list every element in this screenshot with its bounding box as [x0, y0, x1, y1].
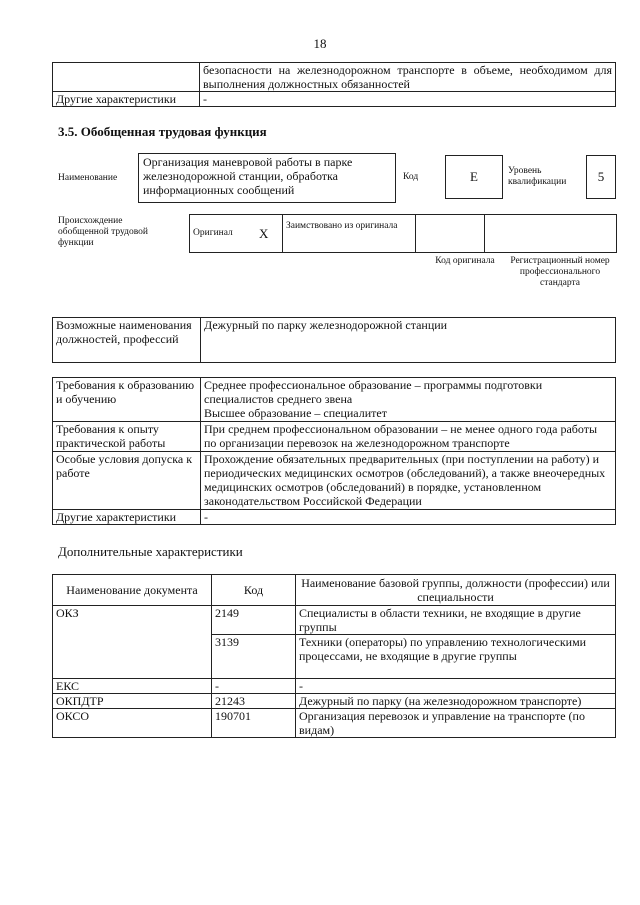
- section-title: 3.5. Обобщенная трудовая функция: [58, 124, 267, 139]
- additional-table: [52, 574, 616, 738]
- table-row-code: 190701: [212, 709, 296, 738]
- original-mark: Х: [256, 215, 283, 253]
- code-original-caption: Код оригинала: [435, 256, 495, 266]
- origin-table: [189, 214, 617, 253]
- table-row-code: -: [212, 679, 296, 694]
- table-row-doc: ЕКС: [53, 679, 212, 694]
- req-education-label: Требования к образованию и обучению: [53, 378, 201, 422]
- top-table-empty-label: [53, 63, 200, 92]
- table-row-doc: ОКСО: [53, 709, 212, 738]
- additional-title: Дополнительные характеристики: [58, 544, 243, 559]
- reg-number-caption: Регистрационный номер профессионального стандарта: [510, 256, 610, 288]
- positions-value: Дежурный по парку железнодорожной станции: [201, 318, 616, 363]
- borrowed-label: Заимствовано из оригинала: [283, 215, 416, 253]
- req-experience-label: Требования к опыту практической работы: [53, 422, 201, 452]
- code-value-box: [445, 155, 503, 199]
- code-value: Е: [470, 169, 478, 184]
- reg-number-cell: [485, 215, 617, 253]
- name-value: Организация маневровой работы в парке железнодорожной станции, обработка информационных сообщений: [143, 155, 353, 197]
- req-other-value: -: [201, 510, 616, 525]
- positions-table: [52, 317, 616, 363]
- okz-name-1: Специалисты в области техники, не входящие в другие группы: [296, 606, 616, 635]
- name-label: Наименование: [58, 173, 118, 183]
- req-other-label: Другие характеристики: [53, 510, 201, 525]
- code-label: Код: [403, 172, 419, 182]
- req-experience-value: При среднем профессиональном образовании – не менее одного года работы по организации перевозок на железнодорожном транспорте: [201, 422, 616, 452]
- table-row-name: Дежурный по парку (на железнодорожном транспорте): [296, 694, 616, 709]
- level-value: 5: [597, 169, 605, 184]
- top-table-row1-value: безопасности на железнодорожном транспорте в объеме, необходимом для выполнения должностных обязанностей: [200, 63, 616, 92]
- top-table-row2-value: -: [200, 92, 616, 107]
- origin-label: Происхождение обобщенной трудовой функции: [58, 216, 148, 248]
- top-continuation-table: [52, 62, 616, 107]
- name-value-box: [138, 153, 396, 203]
- original-label: Оригинал: [190, 215, 257, 253]
- table-row-name: Организация перевозок и управление на транспорте (по видам): [296, 709, 616, 738]
- req-conditions-label: Особые условия допуска к работе: [53, 452, 201, 510]
- top-table-row2-label: Другие характеристики: [53, 92, 200, 107]
- okz-code-2: 3139: [212, 635, 296, 679]
- code-original-cell: [416, 215, 485, 253]
- okz-name-2: Техники (операторы) по управлению технологическими процессами, не входящие в другие группы: [296, 635, 616, 679]
- table-row-code: 21243: [212, 694, 296, 709]
- okz-code-1: 2149: [212, 606, 296, 635]
- positions-label: Возможные наименования должностей, профессий: [53, 318, 201, 363]
- req-education-value: Среднее профессиональное образование – программы подготовки специалистов среднего звена Высшее образование – специалитет: [201, 378, 616, 422]
- header-code: Код: [212, 575, 296, 606]
- page-number: 18: [313, 36, 327, 51]
- header-name: Наименование базовой группы, должности (профессии) или специальности: [296, 575, 616, 606]
- table-row-doc: ОКПДТР: [53, 694, 212, 709]
- okz-doc: ОКЗ: [53, 606, 212, 679]
- level-value-box: [586, 155, 616, 199]
- table-row-name: -: [296, 679, 616, 694]
- requirements-table: [52, 377, 616, 525]
- level-label: Уровень квалификации: [508, 166, 567, 187]
- header-doc: Наименование документа: [53, 575, 212, 606]
- req-conditions-value: Прохождение обязательных предварительных (при поступлении на работу) и периодических медицинских осмотров (обследований), а также внеочередных медицинских осмотров (обследований) в порядке, установленном законодательством Российской Федерации: [201, 452, 616, 510]
